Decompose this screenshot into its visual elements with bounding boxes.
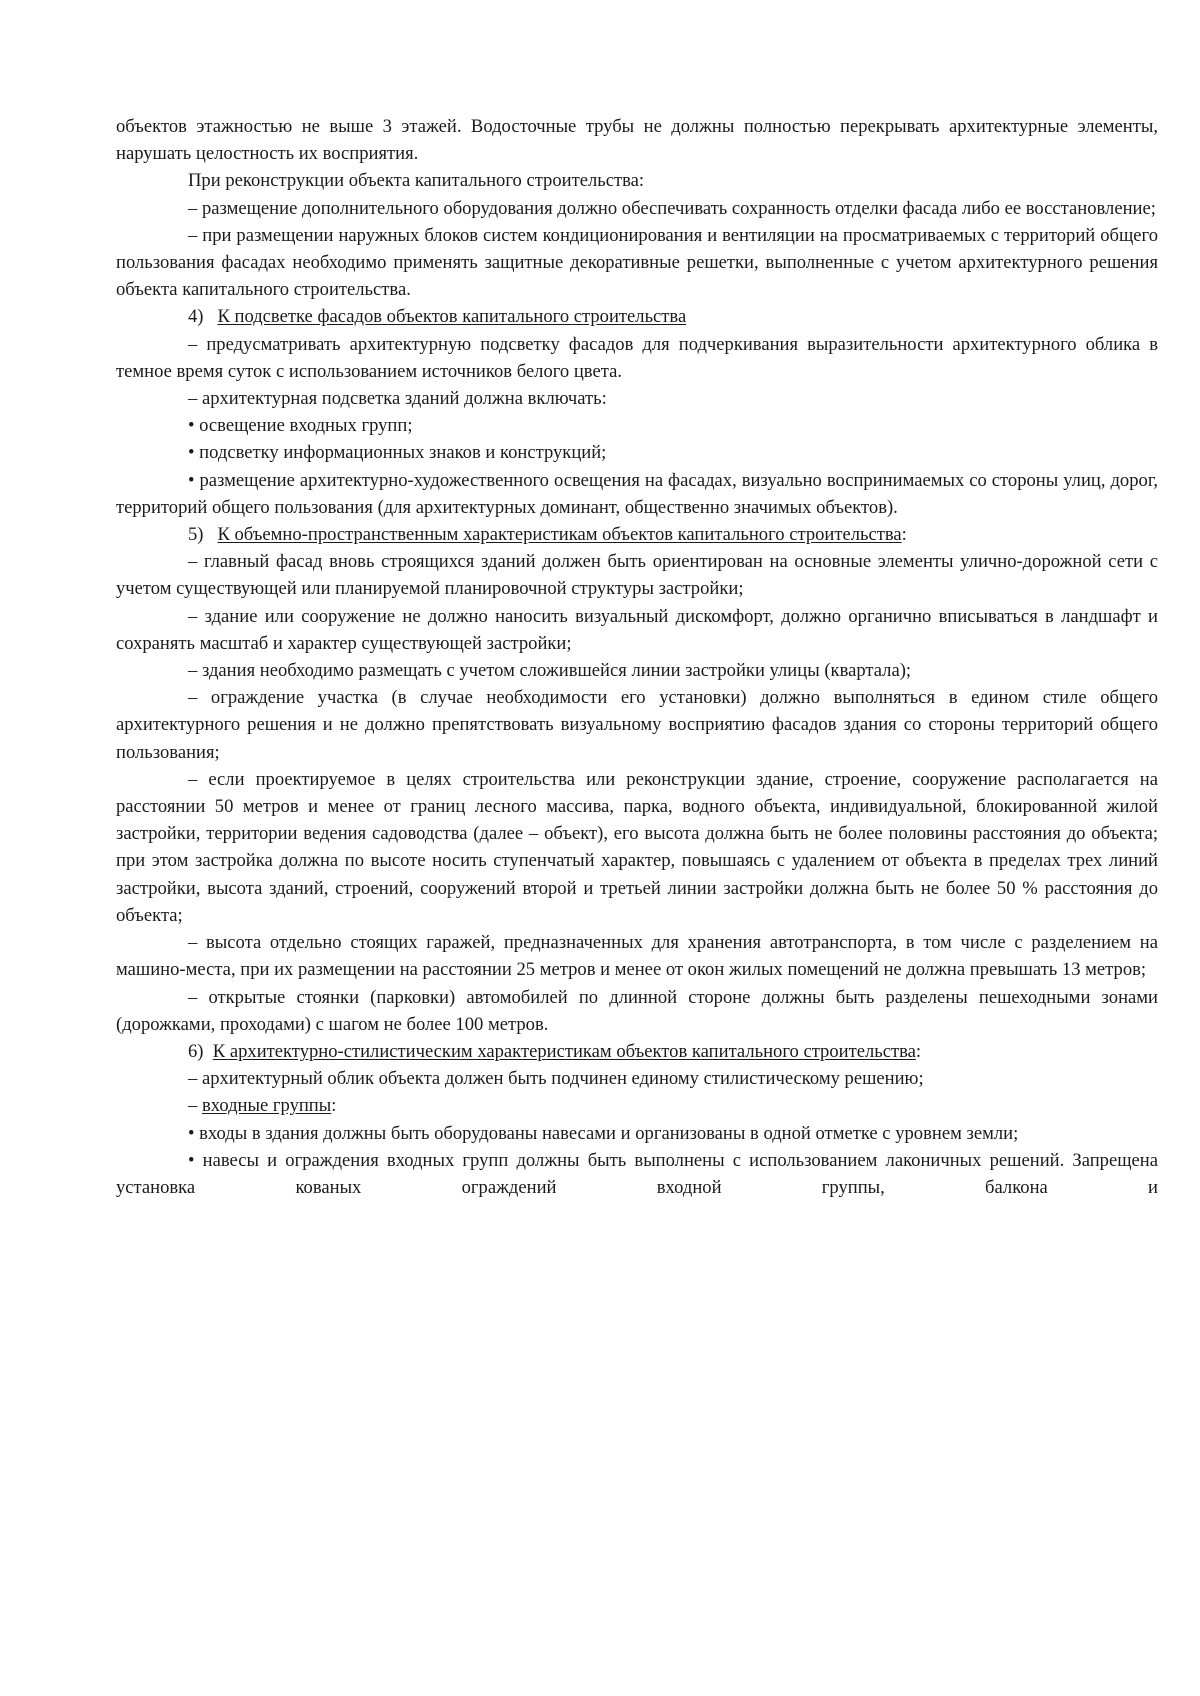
list-item: – высота отдельно стоящих гаражей, предназначенных для хранения автотранспорта, в том числе с разделением на машино-места, при их размещении на расстоянии 25 метров и менее от окон жилых помещений не должна превышать 13 метров; — [116, 932, 1158, 981]
paragraph: объектов этажностью не выше 3 этажей. Водосточные трубы не должны полностью перекрывать архитектурные элементы, нарушать целостность их восприятия. — [116, 116, 1158, 165]
paragraph: При реконструкции объекта капитального строительства: — [188, 170, 645, 192]
section-number: 5) — [188, 524, 204, 546]
section-number: 6) — [188, 1040, 204, 1062]
bullet-item: • размещение архитектурно-художественного освещения на фасадах, визуально воспринимаемых со стороны улиц, дорог, территорий общего пользования (для архитектурных доминант, общественно значимых объектов). — [116, 469, 1158, 518]
section-title: К архитектурно-стилистическим характеристикам объектов капитального строительства — [212, 1040, 916, 1062]
section-title: К подсветке фасадов объектов капитального строительства — [217, 306, 687, 328]
list-item: – архитектурный облик объекта должен быть подчинен единому стилистическому решению; — [188, 1068, 924, 1090]
section-title: К объемно-пространственным характеристикам объектов капитального строительства — [217, 524, 902, 546]
section-heading-5 — [116, 521, 1158, 548]
list-item: – здание или сооружение не должно наносить визуальный дискомфорт, должно органично вписываться в ландшафт и сохранять масштаб и характер существующей застройки; — [116, 605, 1158, 654]
section-suffix: : — [901, 524, 907, 546]
section-heading-4 — [116, 303, 1158, 330]
document-body — [116, 113, 1158, 1201]
list-item: – открытые стоянки (парковки) автомобилей по длинной стороне должны быть разделены пешеходными зонами (дорожками, проходами) с шагом не более 100 метров. — [116, 986, 1158, 1035]
list-item: – при размещении наружных блоков систем кондиционирования и вентиляции на просматриваемых с территорий общего пользования фасадах необходимо применять защитные декоративные решетки, выполненные с учетом архитектурного решения объекта капитального строительства. — [116, 224, 1158, 301]
bullet-item: • входы в здания должны быть оборудованы навесами и организованы в одной отметке с уровнем земли; — [188, 1122, 1019, 1144]
dash-prefix: – — [188, 1095, 202, 1117]
section-heading-6 — [116, 1038, 1158, 1065]
list-item: – архитектурная подсветка зданий должна включать: — [188, 388, 607, 410]
bullet-item: • подсветку информационных знаков и конструкций; — [188, 442, 607, 464]
list-item: – главный фасад вновь строящихся зданий должен быть ориентирован на основные элементы улично-дорожной сети с учетом существующей или планируемой планировочной структуры застройки; — [116, 551, 1158, 600]
subheading-suffix: : — [331, 1095, 337, 1117]
bullet-item: • освещение входных групп; — [188, 415, 413, 437]
list-item: – предусматривать архитектурную подсветку фасадов для подчеркивания выразительности архитектурного облика в темное время суток с использованием источников белого цвета. — [116, 333, 1158, 382]
list-item: – здания необходимо размещать с учетом сложившейся линии застройки улицы (квартала); — [188, 660, 912, 682]
list-item: – ограждение участка (в случае необходимости его установки) должно выполняться в едином стиле общего архитектурного решения и не должно препятствовать визуальному восприятию фасадов здания со стороны территорий общего пользования; — [116, 687, 1158, 763]
section-number: 4) — [188, 306, 204, 328]
bullet-item: • навесы и ограждения входных групп должны быть выполнены с использованием лаконичных решений. Запрещена установка кованых ограждений входной группы, балкона и — [116, 1149, 1158, 1198]
subheading-title: входные группы — [201, 1095, 332, 1117]
list-item: – размещение дополнительного оборудования должно обеспечивать сохранность отделки фасада либо ее восстановление; — [188, 197, 1156, 219]
subheading-entrance-groups — [116, 1092, 1158, 1119]
section-suffix: : — [915, 1040, 922, 1062]
list-item: – если проектируемое в целях строительства или реконструкции здание, строение, сооружение располагается на расстоянии 50 метров и менее от границ лесного массива, парка, водного объекта, индивидуальной, блокированной жилой застройки, территории ведения садоводства (далее – объект), его высота должна быть не более половины расстояния до объекта; при этом застройка должна по высоте носить ступенчатый характер, повышаясь с удалением от объекта в пределах трех линий застройки, высота зданий, строений, сооружений второй и третьей линии застройки должна быть не более 50 % расстояния до объекта; — [116, 768, 1158, 926]
